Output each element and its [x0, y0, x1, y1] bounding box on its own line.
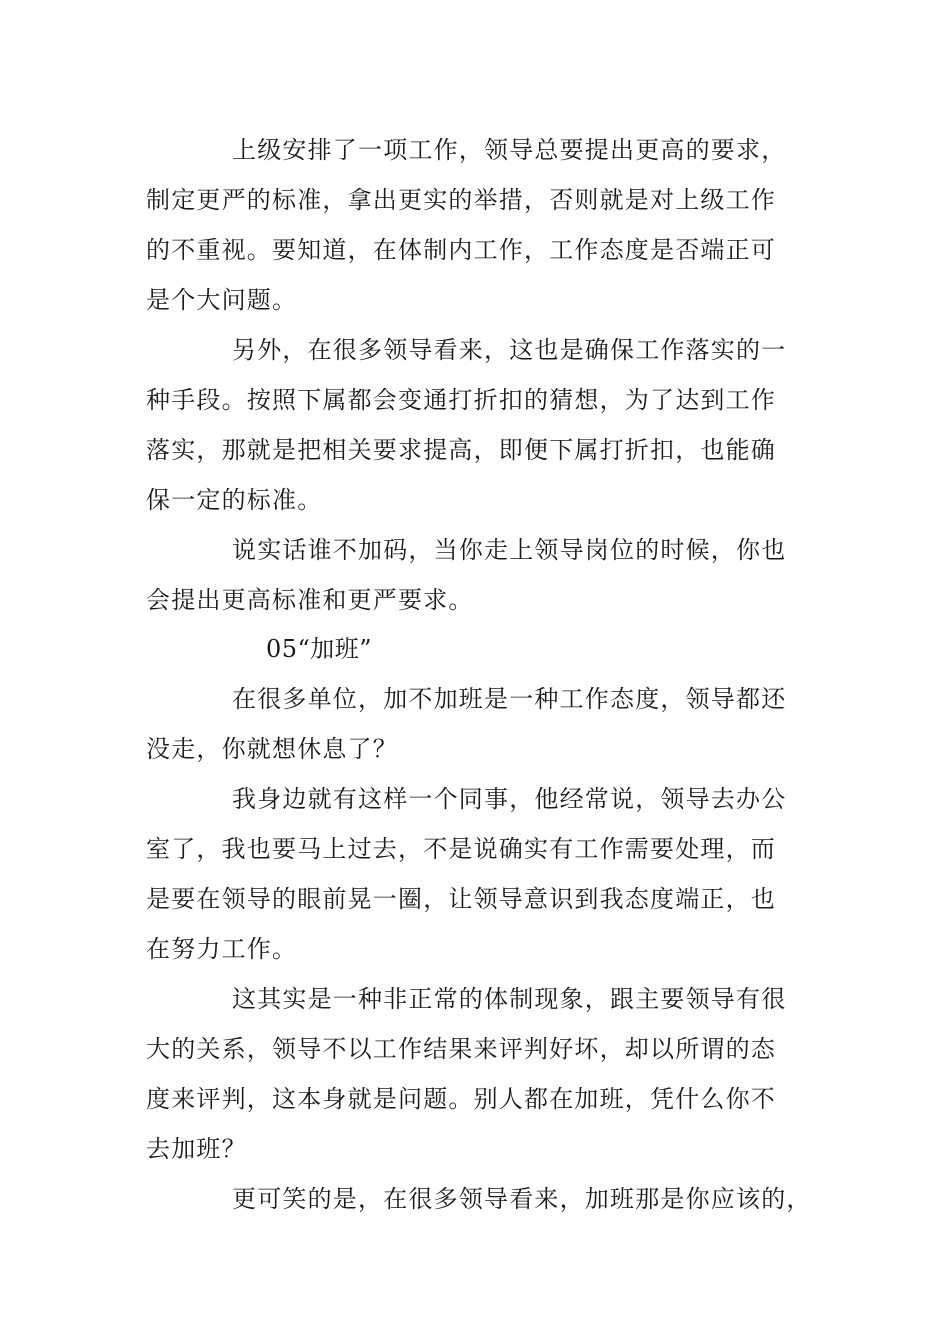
paragraph-line: 落实，那就是把相关要求提高，即便下属打折扣，也能确	[146, 436, 776, 464]
paragraph-line: 上级安排了一项工作，领导总要提出更高的要求，	[232, 136, 787, 164]
section-heading: 05“加班”	[266, 635, 373, 663]
paragraph-line: 室了，我也要马上过去，不是说确实有工作需要处理，而	[146, 835, 776, 863]
paragraph-line: 更可笑的是，在很多领导看来，加班那是你应该的，	[232, 1185, 812, 1213]
paragraph-line: 在很多单位，加不加班是一种工作态度，领导都还	[232, 685, 787, 713]
paragraph-line: 大的关系，领导不以工作结果来评判好坏，却以所谓的态	[146, 1035, 776, 1063]
paragraph-line: 说实话谁不加码，当你走上领导岗位的时候，你也	[232, 536, 787, 564]
paragraph-line: 保一定的标准。	[146, 486, 323, 514]
paragraph-line: 度来评判，这本身就是问题。别人都在加班，凭什么你不	[146, 1085, 776, 1113]
paragraph-line: 另外，在很多领导看来，这也是确保工作落实的一	[232, 336, 787, 364]
paragraph-line: 种手段。按照下属都会变通打折扣的猜想，为了达到工作	[146, 386, 776, 414]
paragraph-line: 去加班？	[146, 1135, 247, 1163]
paragraph-line: 在努力工作。	[146, 935, 298, 963]
paragraph-line: 的不重视。要知道，在体制内工作，工作态度是否端正可	[146, 236, 776, 264]
paragraph-line: 我身边就有这样一个同事，他经常说，领导去办公	[232, 785, 787, 813]
paragraph-line: 会提出更高标准和更严要求。	[146, 586, 474, 614]
paragraph-line: 制定更严的标准，拿出更实的举措，否则就是对上级工作	[146, 186, 776, 214]
paragraph-line: 这其实是一种非正常的体制现象，跟主要领导有很	[232, 985, 787, 1013]
paragraph-line: 没走，你就想休息了？	[146, 735, 398, 763]
paragraph-line: 是个大问题。	[146, 286, 298, 314]
paragraph-line: 是要在领导的眼前晃一圈，让领导意识到我态度端正，也	[146, 885, 776, 913]
